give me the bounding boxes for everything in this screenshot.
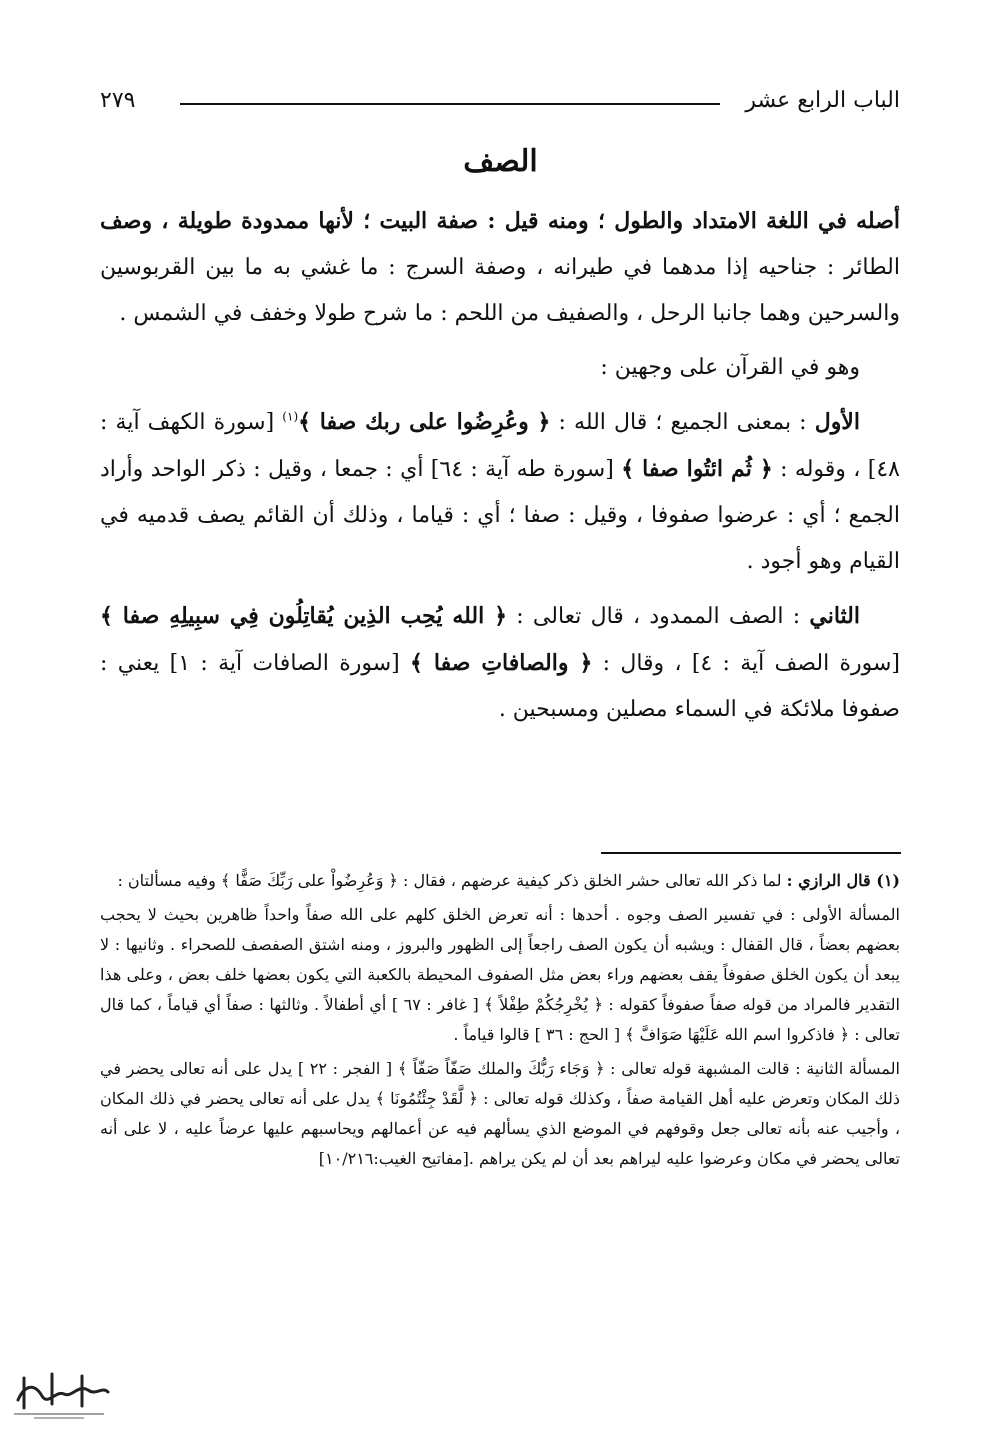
paragraph-4-text-a: : الصف الممدود ، قال تعالى : <box>516 604 801 629</box>
quran-verse: ﴿ والصافاتِ صفا ﴾ <box>410 650 593 676</box>
footnote-question-1: المسألة الأولى : في تفسير الصف وجوه . أحدها : أنه تعرض الخلق كلهم على الله صفاً واحداً ظاهرين بحيث لا يحجب بعضهم بعضاً ، قال القفال : ويشبه أن يكون الصف راجعاً إلى الظهور والبروز ، ومنه اشتق الصفصف للصحراء . وثانيها : لا يبعد أن يكون الخلق صفوفاً يقف بعضهم وراء بعض مثل الصفوف المحيطة بالكعبة التي يكون بعضها خلف بعض ، وعلى هذا التقدير فالمراد من قوله صفاً صفوفاً كقوله : ﴿ يُخْرِجُكُمْ طِفْلاً ﴾ [ غافر : ٦٧ ] أي أطفالاً . وثالثها : صفاً أي قياماً ، كما قال تعالى : ﴿ فاذكروا اسم الله عَلَيْهَا صَوَافَّ ﴾ [ الحج : ٣٦ ] قالوا قياماً . <box>100 905 901 1044</box>
section-title: الصف <box>463 144 538 179</box>
quran-verse: ﴿ وعُرِضُوا على ربك صفا ﴾ <box>298 409 551 435</box>
paragraph-1 <box>100 198 900 337</box>
running-header <box>100 86 900 120</box>
paragraph-3-text-c: [سورة طه آية : ٦٤] أي : جمعا ، وقيل : ذكر الواحد وأراد الجمع ؛ أي : عرضوا صفوفا ، وقيل : صفا ؛ أي : قياما ، وذلك أن القائم يصف قدميه في القيام وهو أجود . <box>100 457 901 574</box>
footnote-question-2: المسألة الثانية : قالت المشبهة قوله تعالى : ﴿ وَجَاء رَبُّكَ والملك صَفّاً صَفّاً ﴾ [ الفجر : ٢٢ ] يدل على أنه تعالى يحضر في ذلك المكان وتعرض عليه أهل القيامة صفاً ، وكذلك قوله تعالى : ﴿ لَّقَدْ جِئْتُمُونَا ﴾ يدل على أنه تعالى يحضر في ذلك المكان ، وأجيب عنه بأنه تعالى جعل وقوفهم في الموضع الذي يسألهم فيه عن أعمالهم ويحاسبهم عليها عرضاً عليه ، لا على أنه تعالى يحضر في مكان وعرضوا عليه ليراهم بعد أن لم يكن يراهم .[مفاتيح الغيب:١٠/٢١٦] <box>100 1059 901 1168</box>
paragraph-1-rest: الطائر : جناحيه إذا مدهما في طيرانه ، وصفة السرج : ما غشي به ما بين القربوسين والسرحين وهما جانبا الرحل ، والصفيف من اللحم : ما شرح طولا وخفف في الشمس . <box>100 255 900 326</box>
footnote-1-text: لما ذكر الله تعالى حشر الخلق ذكر كيفية عرضهم ، فقال : ﴿ وَعُرِضُواْ على رَبِّكَ صَفًّا ﴾ وفيه مسألتان : <box>117 871 782 890</box>
paragraph-2: وهو في القرآن على وجهين : <box>600 355 860 380</box>
paragraph-1-lead: أصله في اللغة الامتداد والطول ؛ ومنه قيل : صفة البيت ؛ لأنها ممدودة طويلة ، وصف <box>100 208 900 234</box>
footnote-separator <box>601 852 901 854</box>
publisher-stamp-icon <box>4 1356 114 1426</box>
paragraph-3 <box>100 399 900 585</box>
header-rule <box>180 103 720 105</box>
paragraph-3-lead: الأول <box>814 409 860 435</box>
main-text <box>100 198 900 741</box>
paragraph-3-text-b: [سورة الكهف آية : ٤٨] ، وقوله : <box>100 410 900 482</box>
paragraph-4-text-c: [سورة الصافات آية : ١] يعني : صفوفا ملائكة في السماء مصلين ومسبحين . <box>100 651 900 722</box>
footnote-1-lead: (١) قال الرازي : <box>786 871 900 890</box>
quran-verse: ﴿ الله يُحِب الذِين يُقاتِلُون فِي سبِيلِهِ صفا ﴾ <box>100 603 508 629</box>
footnote-ref[interactable]: (١) <box>282 409 299 424</box>
chapter-title: الباب الرابع عشر <box>745 88 900 113</box>
quran-verse: ﴿ ثُم ائتُوا صفا ﴾ <box>621 456 773 482</box>
paragraph-4 <box>100 593 900 733</box>
footnote-1 <box>100 866 900 896</box>
paragraph-3-text-a: : بمعنى الجميع ؛ قال الله : <box>558 410 807 435</box>
paragraph-4-text-b: [سورة الصف آية : ٤] ، وقال : <box>602 651 901 676</box>
footnotes <box>100 866 900 1178</box>
page-number: ٢٧٩ <box>100 88 136 113</box>
paragraph-4-lead: الثاني <box>809 603 860 629</box>
